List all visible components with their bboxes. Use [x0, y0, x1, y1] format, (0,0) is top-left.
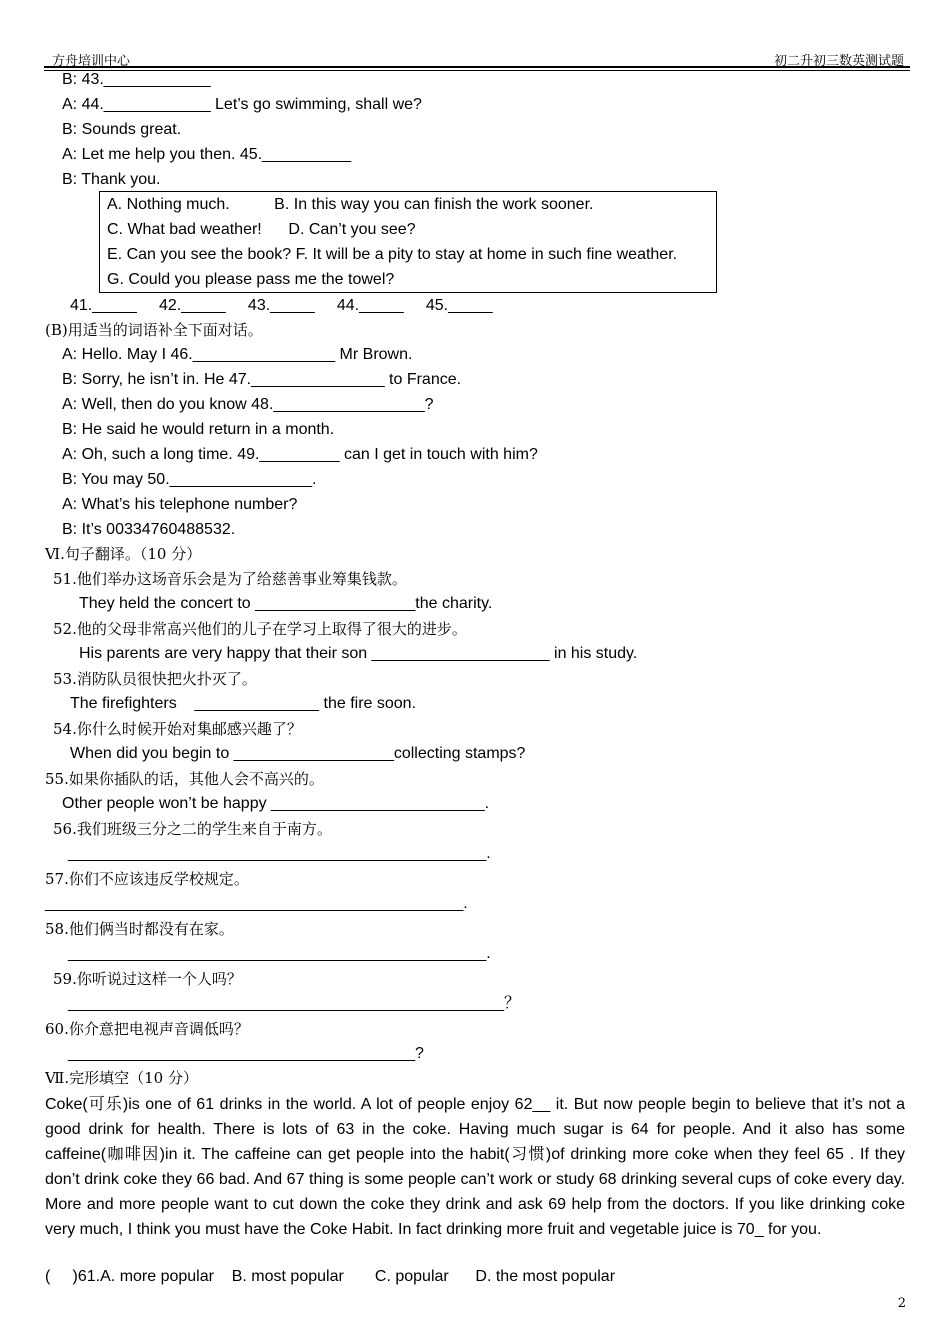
translation-answer: _______________________________________? [68, 1045, 424, 1062]
dialogue-line: A: Oh, such a long time. 49._________ can I get in touch with him? [62, 446, 538, 463]
option-line: G. Could you please pass me the towel? [107, 271, 395, 288]
page-number: 2 [897, 1296, 906, 1311]
translation-question: 51.他们举办这场音乐会是为了给慈善事业筹集钱款。 [53, 570, 407, 588]
cloze-passage: Coke(可乐)is one of 61 drinks in the world. A lot of people enjoy 62__ it. But now people begin to believe that it’s not a good drink for health. There is lots of 63 in the coke. Having much sugar is 64 for people. And it also has some caffeine(咖啡因)in it. The caffeine can get people into the habit(习惯)of drinking more coke when they feel 65 . If they don’t drink coke they 66 bad. And 67 thing is some people can’t work or study 68 drinking several cups of coke every day. More and more people want to cut down the coke they drink and ask 69 help from the doctors. If you like drinking coke very much, I think you must have the Coke Habit. In fact drinking more fruit and vegetable juice is 70_ for you. [45, 1096, 905, 1238]
translation-question: 55.如果你插队的话，其他人会不高兴的。 [45, 770, 324, 788]
translation-answer: _______________________________________________. [68, 845, 491, 862]
translation-question: 60.你介意把电视声音调低吗？ [45, 1020, 249, 1038]
translation-question: 54.你什么时候开始对集邮感兴趣了？ [53, 720, 302, 738]
dialogue-line: A: Let me help you then. 45.__________ [62, 146, 352, 163]
translation-question: 58.他们俩当时都没有在家。 [45, 920, 234, 938]
question-61: ( )61.A. more popular B. most popular C. popular D. the most popular [45, 1268, 616, 1285]
translation-answer: His parents are very happy that their son ____________________ in his study. [79, 645, 638, 662]
dialogue-line: B: He said he would return in a month. [62, 421, 335, 438]
dialogue-line: A: What’s his telephone number? [62, 496, 298, 513]
translation-answer: _________________________________________________？ [68, 995, 521, 1012]
translation-answer: _______________________________________________. [68, 945, 491, 962]
translation-question: 52.他的父母非常高兴他们的儿子在学习上取得了很大的进步。 [53, 620, 467, 638]
dialogue-line: B: Sorry, he isn’t in. He 47._______________ to France. [62, 371, 462, 388]
dialogue-line: B: 43.____________ [62, 71, 211, 88]
translation-answer: Other people won’t be happy ________________________. [62, 795, 490, 812]
dialogue-line: A: 44.____________ Let’s go swimming, shall we? [62, 96, 422, 113]
dialogue-line: B: You may 50.________________. [62, 471, 317, 488]
dialogue-line: B: Thank you. [62, 171, 161, 188]
translation-answer: When did you begin to __________________collecting stamps? [70, 745, 526, 762]
option-line: E. Can you see the book? F. It will be a pity to stay at home in such fine weather. [107, 246, 678, 263]
dialogue-line: B: Sounds great. [62, 121, 182, 138]
translation-question: 53.消防队员很快把火扑灭了。 [53, 670, 257, 688]
dialogue-line: B: It’s 00334760488532. [62, 521, 236, 538]
header-left: 方舟培训中心 [52, 54, 131, 69]
translation-question: 57.你们不应该违反学校规定。 [45, 870, 249, 888]
option-line: A. Nothing much. B. In this way you can finish the work sooner. [107, 196, 594, 213]
translation-question: 56.我们班级三分之二的学生来自于南方。 [53, 820, 332, 838]
translation-answer: They held the concert to __________________the charity. [79, 595, 493, 612]
answer-blanks: 41._____ 42._____ 43._____ 44._____ 45._____ [70, 297, 493, 314]
header-right: 初二升初三数英测试题 [773, 54, 904, 69]
translation-question: 59.你听说过这样一个人吗？ [53, 970, 242, 988]
header-rule [44, 66, 910, 68]
section-6-title: Ⅵ.句子翻译。（10 分） [45, 545, 202, 563]
translation-answer: _______________________________________________. [45, 895, 468, 912]
section-b-title: (B)用适当的词语补全下面对话。 [45, 321, 263, 339]
section-7-title: Ⅶ.完形填空（10 分） [45, 1069, 198, 1087]
translation-answer: The firefighters ______________ the fire soon. [70, 695, 417, 712]
dialogue-line: A: Hello. May I 46.________________ Mr Brown. [62, 346, 413, 363]
option-line: C. What bad weather! D. Can’t you see? [107, 221, 416, 238]
dialogue-line: A: Well, then do you know 48._________________? [62, 396, 434, 413]
